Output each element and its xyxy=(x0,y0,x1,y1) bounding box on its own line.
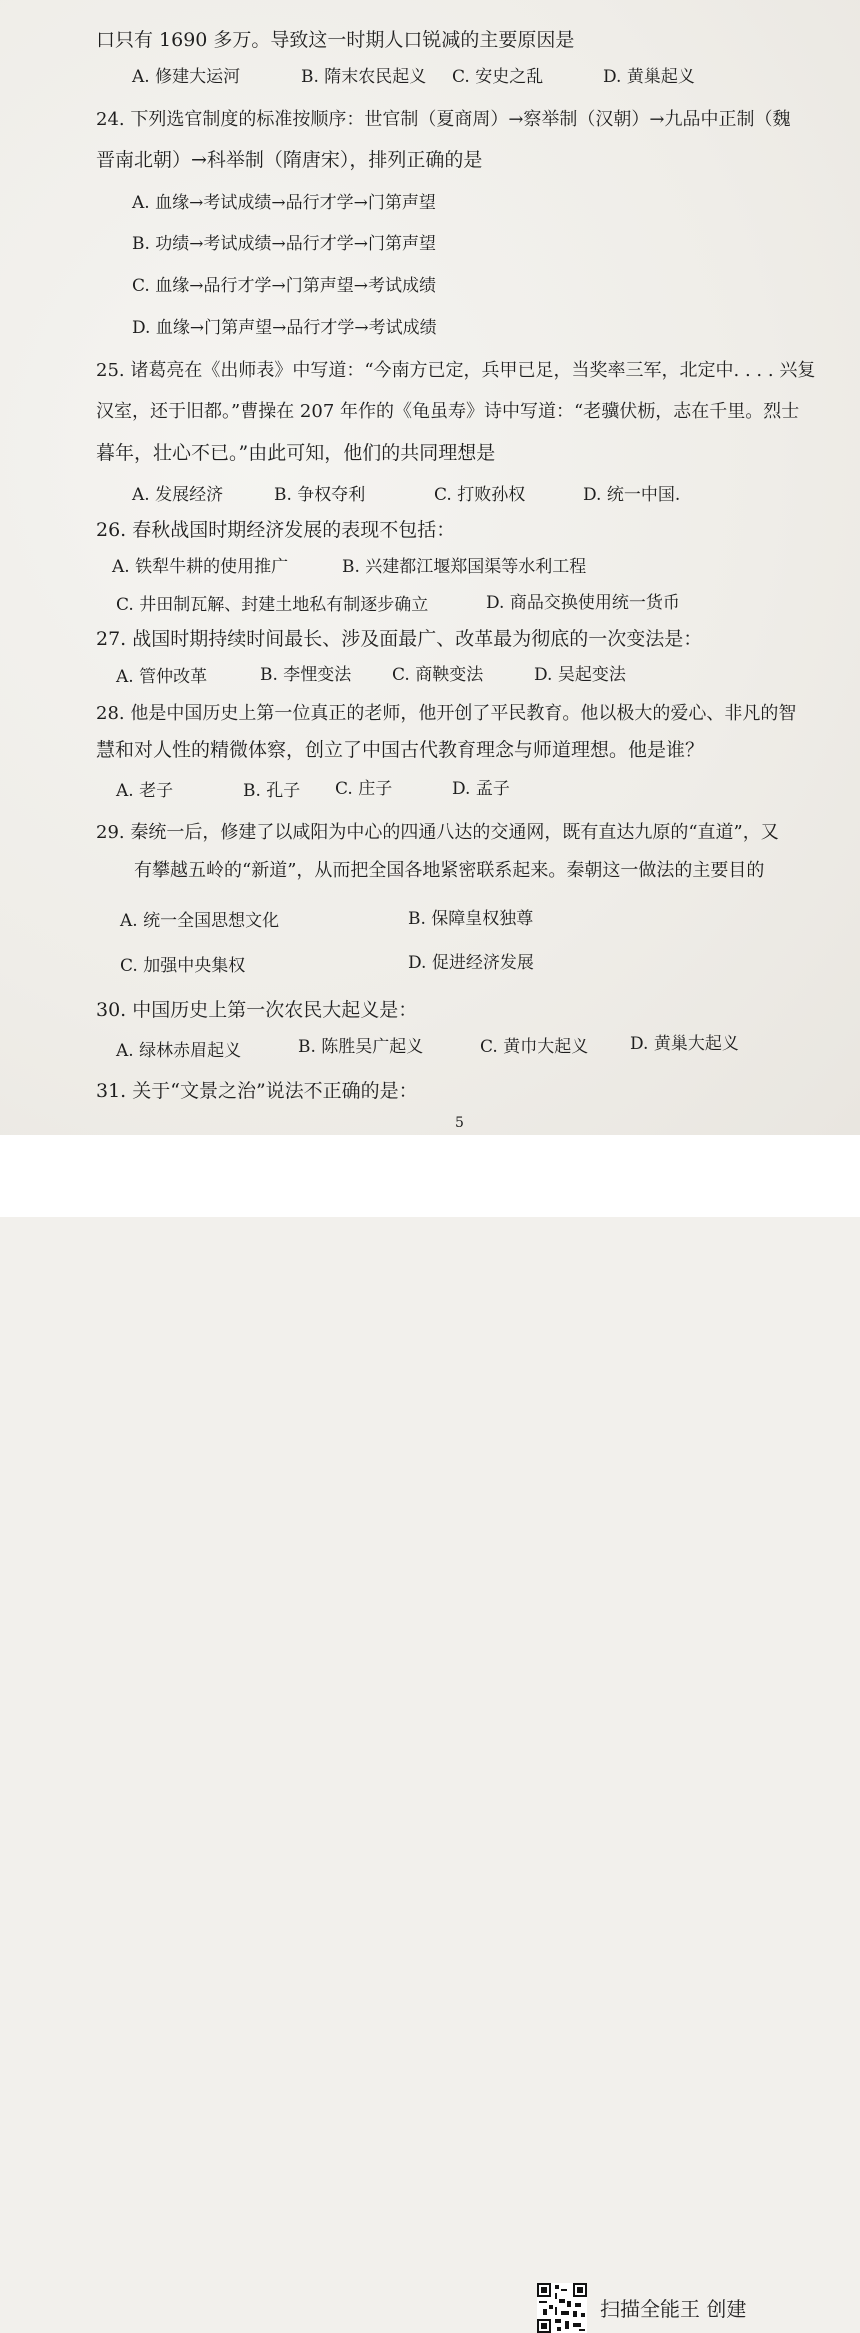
q27-option-a: A. 管仲改革 xyxy=(116,667,208,687)
q29-option-c: C. 加强中央集权 xyxy=(120,956,246,976)
q28-option-d: D. 孟子 xyxy=(452,779,510,799)
q29-line-1: 29. 秦统一后，修建了以咸阳为中心的四通八达的交通网，既有直达九原的“直道”，又 xyxy=(96,822,779,843)
q30-option-a: A. 绿林赤眉起义 xyxy=(116,1041,242,1061)
q26-option-d: D. 商品交换使用统一货币 xyxy=(486,593,680,613)
q30-stem: 30. 中国历史上第一次农民大起义是： xyxy=(96,999,418,1021)
q23-option-d: D. 黄巢起义 xyxy=(603,67,695,87)
q28-option-b: B. 孔子 xyxy=(243,781,301,801)
exam-page xyxy=(0,0,860,1135)
q30-option-b: B. 陈胜吴广起义 xyxy=(298,1037,424,1057)
q23-option-a: A. 修建大运河 xyxy=(132,67,241,87)
q25-line-2: 汉室，还于旧都。”曹操在 207 年作的《龟虽寿》诗中写道：“老骥伏枥，志在千里。烈士 xyxy=(96,401,800,422)
scanner-watermark: 扫描全能王 创建 xyxy=(600,2297,747,2321)
q24-line-1: 24. 下列选官制度的标准按顺序：世官制（夏商周）→察举制（汉朝）→九品中正制（魏 xyxy=(96,109,791,130)
q27-stem: 27. 战国时期持续时间最长、涉及面最广、改革最为彻底的一次变法是： xyxy=(96,628,703,650)
q28-option-c: C. 庄子 xyxy=(335,779,393,799)
q25-option-c: C. 打败孙权 xyxy=(434,485,526,505)
q29-option-d: D. 促进经济发展 xyxy=(408,953,534,973)
page-number: 5 xyxy=(455,1115,464,1131)
q28-line-1: 28. 他是中国历史上第一位真正的老师，他开创了平民教育。他以极大的爱心、非凡的智 xyxy=(96,703,797,724)
scanner-footer xyxy=(0,1135,860,2321)
q25-option-b: B. 争权夺利 xyxy=(274,485,366,505)
q26-stem: 26. 春秋战国时期经济发展的表现不包括： xyxy=(96,519,456,541)
q26-option-c: C. 井田制瓦解、封建土地私有制逐步确立 xyxy=(116,595,429,615)
q24-option-a: A. 血缘→考试成绩→品行才学→门第声望 xyxy=(132,193,436,213)
qr-code-icon xyxy=(537,2283,587,2333)
q24-option-b: B. 功绩→考试成绩→品行才学→门第声望 xyxy=(132,234,437,254)
q30-option-c: C. 黄巾大起义 xyxy=(480,1037,589,1057)
q30-option-d: D. 黄巢大起义 xyxy=(630,1034,739,1054)
q27-option-d: D. 吴起变法 xyxy=(534,665,626,685)
q24-option-c: C. 血缘→品行才学→门第声望→考试成绩 xyxy=(132,276,436,296)
q24-line-2: 晋南北朝）→科举制（隋唐宋），排列正确的是 xyxy=(96,149,483,171)
q29-line-2: 有攀越五岭的“新道”，从而把全国各地紧密联系起来。秦朝这一做法的主要目的 xyxy=(134,860,765,881)
q26-option-b: B. 兴建都江堰郑国渠等水利工程 xyxy=(342,557,587,577)
q25-line-1: 25. 诸葛亮在《出师表》中写道：“今南方已定，兵甲已足，当奖率三军，北定中. . . . 兴复 xyxy=(96,360,816,381)
q31-stem: 31. 关于“文景之治”说法不正确的是： xyxy=(96,1080,418,1102)
q25-option-d: D. 统一中国. xyxy=(583,485,681,505)
q27-option-b: B. 李悝变法 xyxy=(260,665,352,685)
q25-option-a: A. 发展经济 xyxy=(132,485,224,505)
q25-line-3: 暮年，壮心不已。”由此可知，他们的共同理想是 xyxy=(96,442,496,464)
q24-option-d: D. 血缘→门第声望→品行才学→考试成绩 xyxy=(132,318,437,338)
q28-option-a: A. 老子 xyxy=(116,781,174,801)
q26-option-a: A. 铁犁牛耕的使用推广 xyxy=(112,557,289,577)
q27-option-c: C. 商鞅变法 xyxy=(392,665,484,685)
intro-line: 口只有 1690 多万。导致这一时期人口锐减的主要原因是 xyxy=(96,29,575,51)
q29-option-b: B. 保障皇权独尊 xyxy=(408,909,534,929)
q29-option-a: A. 统一全国思想文化 xyxy=(120,911,280,931)
q23-option-c: C. 安史之乱 xyxy=(452,67,544,87)
q28-line-2: 慧和对人性的精微体察，创立了中国古代教育理念与师道理想。他是谁？ xyxy=(96,739,705,761)
q23-option-b: B. 隋末农民起义 xyxy=(301,67,427,87)
